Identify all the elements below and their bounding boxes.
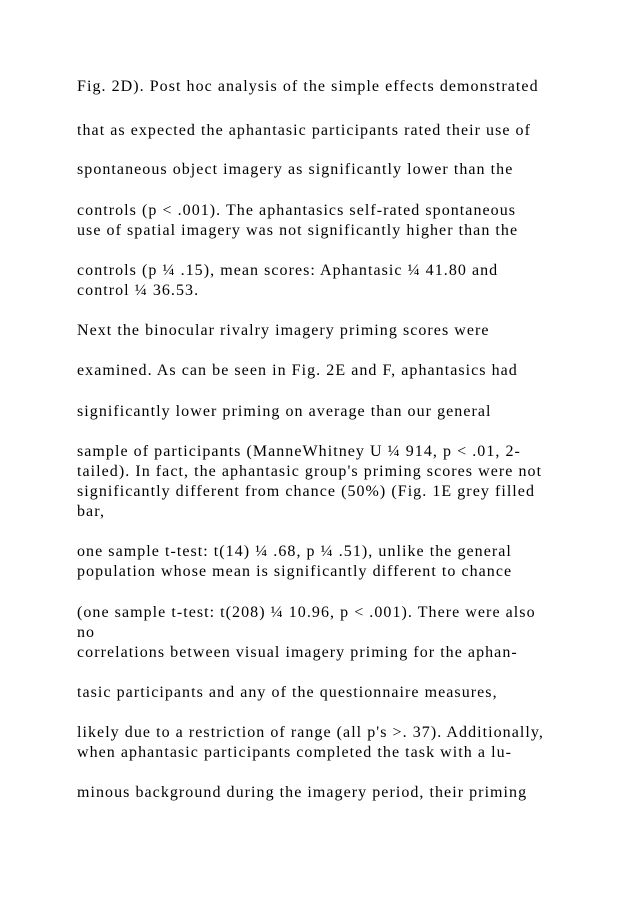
text-line: controls (p < .001). The aphantasics self-rated spontaneous bbox=[77, 202, 517, 219]
text-line: examined. As can be seen in Fig. 2E and F, aphantasics had bbox=[77, 362, 518, 379]
text-line: tailed). In fact, the aphantasic group's priming scores were not bbox=[77, 463, 543, 480]
text-line: correlations between visual imagery priming for the aphan- bbox=[77, 644, 518, 661]
text-line: bar, bbox=[77, 503, 105, 520]
text-line: no bbox=[77, 624, 96, 641]
text-line: minous background during the imagery period, their priming bbox=[77, 784, 528, 801]
text-line: one sample t-test: t(14) ¼ .68, p ¼ .51), unlike the general bbox=[77, 543, 512, 560]
text-line: likely due to a restriction of range (all p's >. 37). Additionally, bbox=[77, 724, 544, 741]
text-line: controls (p ¼ .15), mean scores: Aphantasic ¼ 41.80 and bbox=[77, 262, 499, 279]
text-line: population whose mean is significantly different to chance bbox=[77, 563, 513, 580]
text-line: (one sample t-test: t(208) ¼ 10.96, p < .001). There were also bbox=[77, 604, 536, 621]
text-line: control ¼ 36.53. bbox=[77, 282, 200, 299]
text-line: that as expected the aphantasic participants rated their use of bbox=[77, 122, 531, 139]
text-line: significantly lower priming on average than our general bbox=[77, 403, 492, 420]
text-line: significantly different from chance (50%) (Fig. 1E grey filled bbox=[77, 483, 536, 500]
text-line: spontaneous object imagery as significantly lower than the bbox=[77, 161, 514, 178]
text-line: when aphantasic participants completed the task with a lu- bbox=[77, 744, 513, 761]
text-line: use of spatial imagery was not significantly higher than the bbox=[77, 222, 519, 239]
text-line: Fig. 2D). Post hoc analysis of the simple effects demonstrated bbox=[77, 78, 539, 95]
text-line: sample of participants (ManneWhitney U ¼ 914, p < .01, 2- bbox=[77, 443, 521, 460]
text-line: tasic participants and any of the questionnaire measures, bbox=[77, 684, 498, 701]
text-line: Next the binocular rivalry imagery priming scores were bbox=[77, 322, 490, 339]
